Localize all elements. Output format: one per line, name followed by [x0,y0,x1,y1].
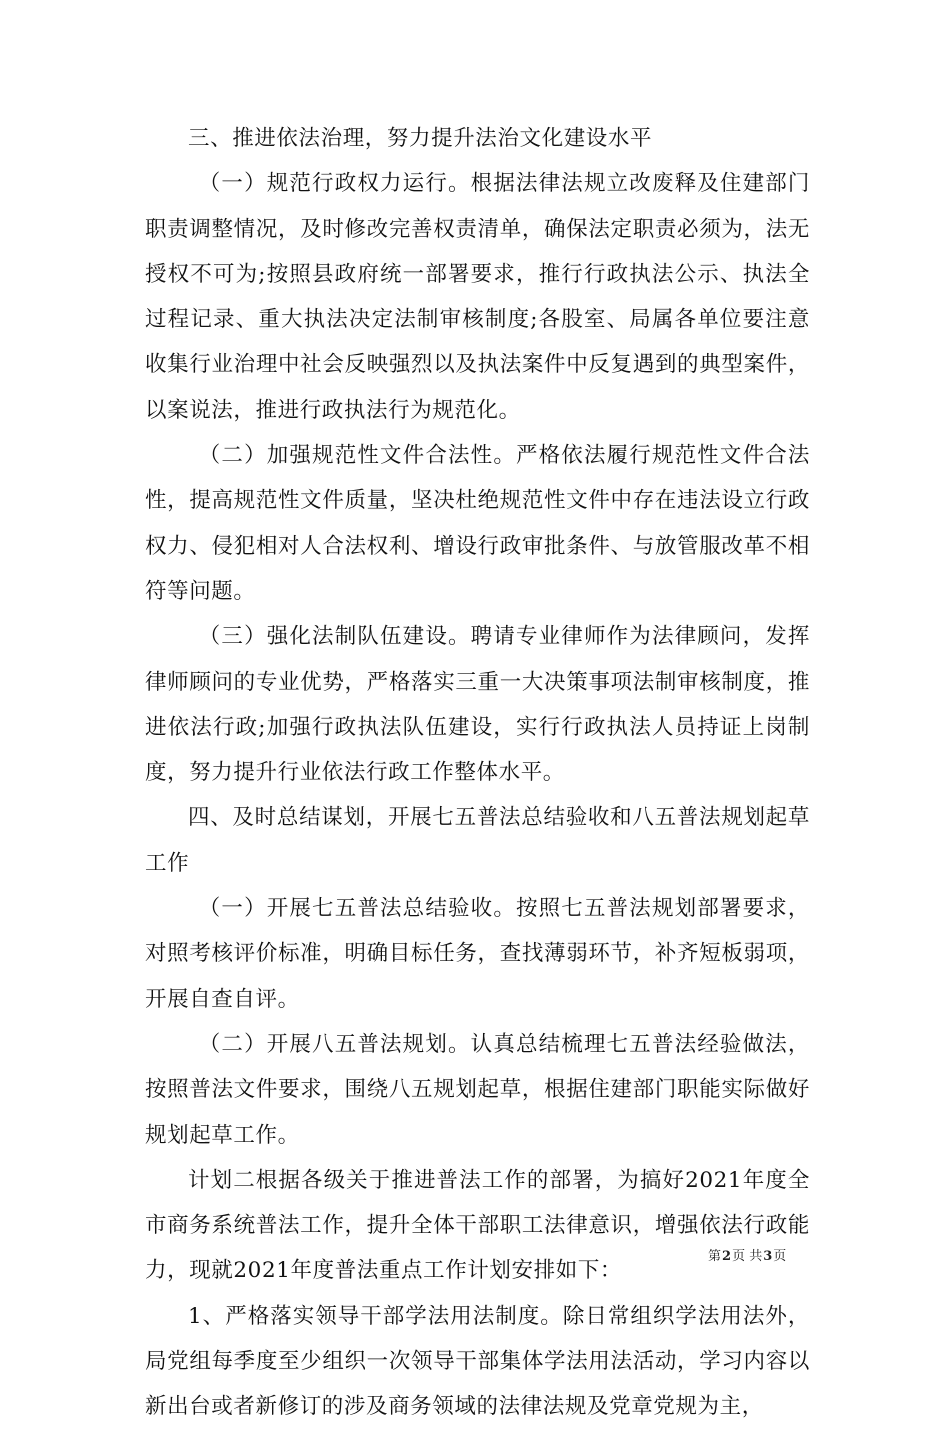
paragraph-3-1: （一）规范行政权力运行。根据法律法规立改废释及住建部门职责调整情况，及时修改完善权责清单，确保法定职责必须为，法无授权不可为;按照县政府统一部署要求，推行行政执法公示、执法全过程记录、重大执法决定法制审核制度;各股室、局属各单位要注意收集行业治理中社会反映强烈以及执法案件中反复遇到的典型案件，以案说法，推进行政执法行为规范化。 [145,171,810,423]
paragraph-3-3: （三）强化法制队伍建设。聘请专业律师作为法律顾问，发挥律师顾问的专业优势，严格落实三重一大决策事项法制审核制度，推进依法行政;加强行政执法队伍建设，实行行政执法人员持证上岗制度，努力提升行业依法行政工作整体水平。 [145,624,810,786]
paragraph-4-1: （一）开展七五普法总结验收。按照七五普法规划部署要求，对照考核评价标准，明确目标任务，查找薄弱环节，补齐短板弱项，开展自查自评。 [145,896,810,1012]
paragraph-3-2: （二）加强规范性文件合法性。严格依法履行规范性文件合法性，提高规范性文件质量，坚决杜绝规范性文件中存在违法设立行政权力、侵犯相对人合法权利、增设行政审批条件、与放管服改革不相符等问题。 [145,443,810,604]
section-heading-3: 三、推进依法治理，努力提升法治文化建设水平 [188,126,653,151]
plan-two-item-1: 1、严格落实领导干部学法用法制度。除日常组织学法用法外，局党组每季度至少组织一次领导干部集体学法用法活动，学习内容以新出台或者新修订的涉及商务领域的法律法规及党章党规为主， [145,1303,810,1420]
paragraph-4-2: （二）开展八五普法规划。认真总结梳理七五普法经验做法，按照普法文件要求，围绕八五规划起草，根据住建部门职能实际做好规划起草工作。 [145,1031,810,1148]
document-body [145,116,810,1430]
footer-suffix: 页 [773,1249,787,1264]
plan-two-intro: 计划二根据各级关于推进普法工作的部署，为搞好2021年度全市商务系统普法工作，提升全体干部职工法律意识，增强依法行政能力，现就2021年度普法重点工作计划安排如下： [145,1167,810,1284]
page-number-footer [708,1249,786,1265]
section-heading-4: 四、及时总结谋划，开展七五普法总结验收和八五普法规划起草工作 [145,805,810,876]
footer-prefix: 第 [708,1249,722,1264]
footer-middle: 页 共 [732,1249,763,1264]
current-page-number: 2 [722,1249,732,1264]
total-page-number: 3 [763,1249,773,1264]
